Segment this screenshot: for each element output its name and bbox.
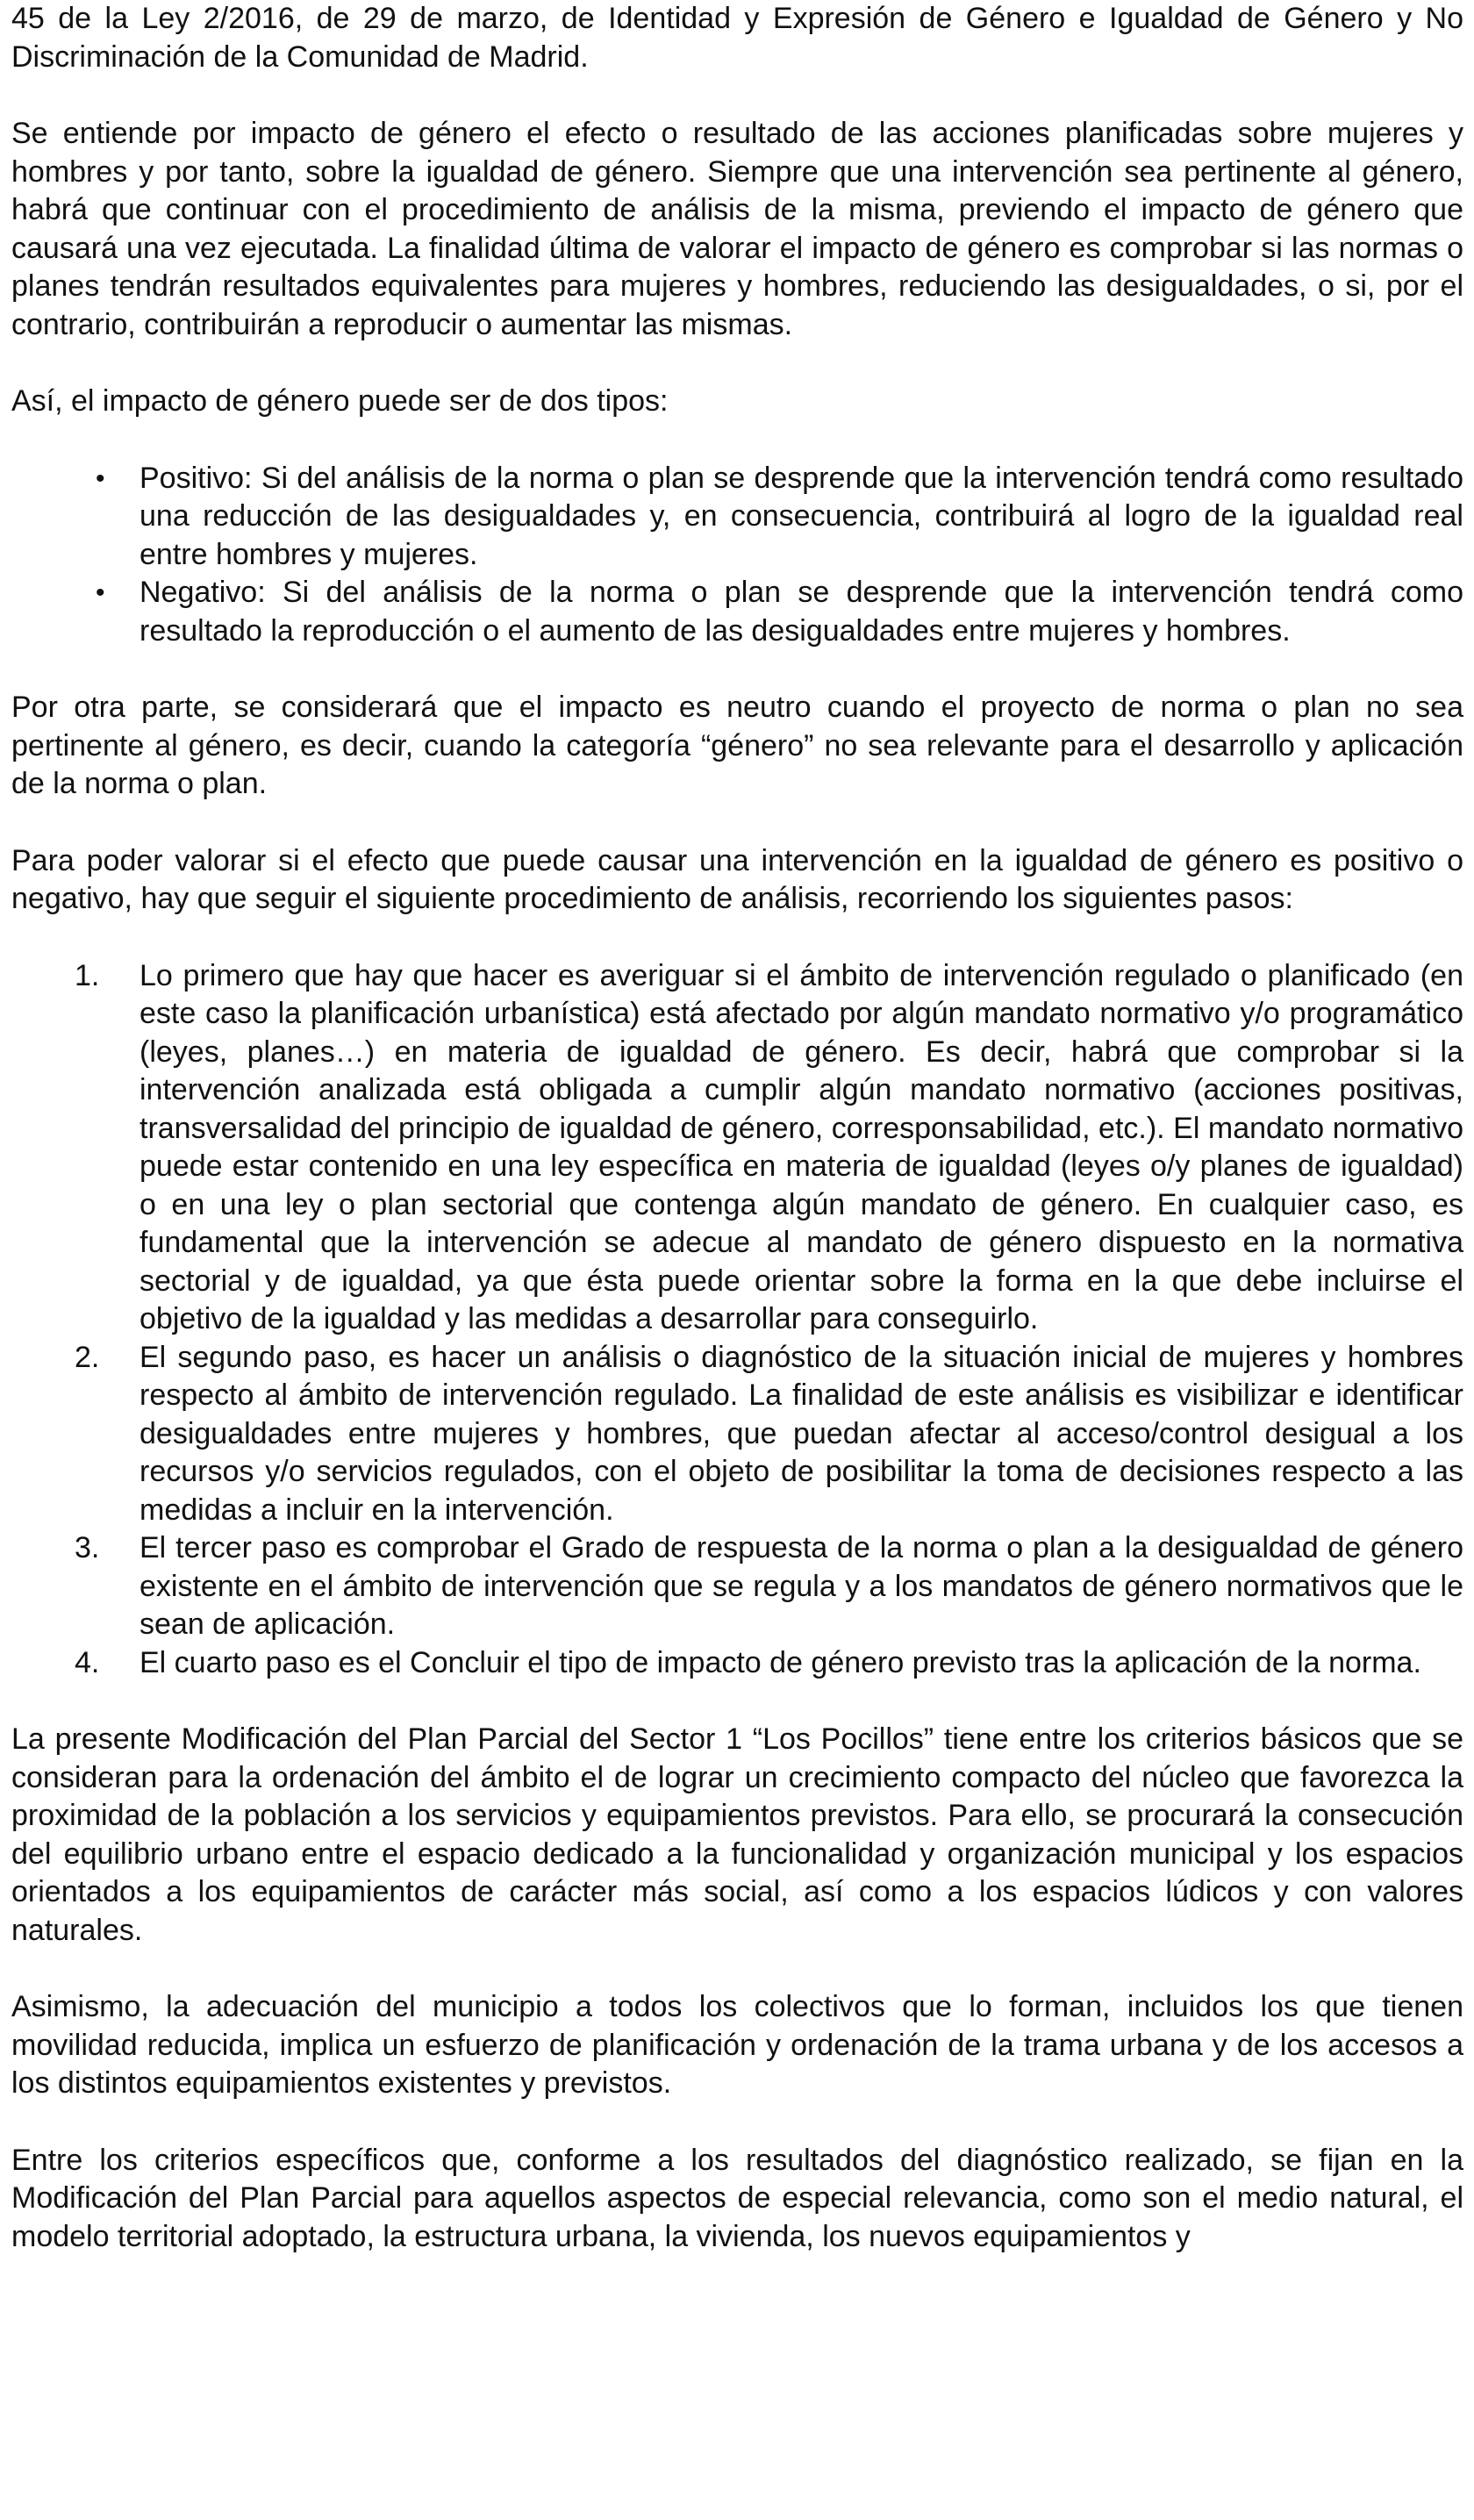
paragraph-plan-criteria: La presente Modificación del Plan Parcial del Sector 1 “Los Pocillos” tiene entre los criterios básicos que se consideran para la ordenación del ámbito el de lograr un crecimiento compacto del núcleo que favorezca la proximidad de la población a los servicios y equipamientos previstos. Para ello, se procurará la consecución del equilibrio urbano entre el espacio dedicado a la funcionalidad y organización municipal y los espacios orientados a los equipamientos de carácter más social, así como a los espacios lúdicos y con valores naturales. (11, 1722, 1463, 1947)
bullet-icon: • (96, 578, 105, 607)
paragraph-intro-continuation: 45 de la Ley 2/2016, de 29 de marzo, de Identidad y Expresión de Género e Igualdad de Género y No Discriminación de la Comunidad de Madrid. (11, 2, 1463, 74)
list-item-text: El cuarto paso es el Concluir el tipo de impacto de género previsto tras la aplicación de la norma. (140, 1645, 1421, 1679)
list-item-step-3 (11, 1529, 1463, 1644)
step-number: 3. (75, 1531, 100, 1564)
list-item-text: El segundo paso, es hacer un análisis o diagnóstico de la situación inicial de mujeres y hombres respecto al ámbito de intervención regulado. La finalidad de este análisis es visibilizar e identificar desigualdades entre mujeres y hombres, que puedan afectar al acceso/control desigual a los recursos y/o servicios regulados, con el objeto de posibilitar la toma de decisiones respecto a las medidas a incluir en la intervención. (140, 1340, 1463, 1527)
paragraph-accessibility: Asimismo, la adecuación del municipio a todos los colectivos que lo forman, incluidos los que tienen movilidad reducida, implica un esfuerzo de planificación y ordenación de la trama urbana y de los accesos a los distintos equipamientos existentes y previstos. (11, 1990, 1463, 2100)
impact-types-list (11, 460, 1463, 651)
list-item-negative (11, 574, 1463, 650)
paragraph-neutral-impact: Por otra parte, se considerará que el impacto es neutro cuando el proyecto de norma o plan no sea pertinente al género, es decir, cuando la categoría “género” no sea relevante para el desarrollo y aplicación de la norma o plan. (11, 691, 1463, 800)
document-page (11, 0, 1463, 2294)
step-number: 4. (75, 1645, 100, 1679)
list-item-step-2 (11, 1339, 1463, 1530)
list-item-text: Negativo: Si del análisis de la norma o plan se desprende que la intervención tendrá como resultado la reproducción o el aumento de las desigualdades entre mujeres y hombres. (140, 576, 1463, 648)
step-number: 2. (75, 1340, 100, 1374)
list-item-text: Positivo: Si del análisis de la norma o plan se desprende que la intervención tendrá como resultado una reducción de las desigualdades y, en consecuencia, contribuirá al logro de la igualdad real entre hombres y mujeres. (140, 461, 1463, 571)
paragraph-impact-types-intro: Así, el impacto de género puede ser de dos tipos: (11, 384, 669, 418)
list-item-text: El tercer paso es comprobar el Grado de respuesta de la norma o plan a la desigualdad de género existente en el ámbito de intervención que se regula y a los mandatos de género normativos que le sean de aplicación. (140, 1531, 1463, 1641)
paragraph-specific-criteria: Entre los criterios específicos que, conforme a los resultados del diagnóstico realizado, se fijan en la Modificación del Plan Parcial para aquellos aspectos de especial relevancia, como son el medio natural, el modelo territorial adoptado, la estructura urbana, la vivienda, los nuevos equipamientos y (11, 2143, 1463, 2253)
bullet-icon: • (96, 463, 105, 493)
analysis-steps-list (11, 957, 1463, 1683)
list-item-step-1 (11, 957, 1463, 1339)
paragraph-steps-intro: Para poder valorar si el efecto que puede causar una intervención en la igualdad de género es positivo o negativo, hay que seguir el siguiente procedimiento de análisis, recorriendo los siguientes pasos: (11, 843, 1463, 915)
paragraph-gender-impact-definition: Se entiende por impacto de género el efecto o resultado de las acciones planificadas sobre mujeres y hombres y por tanto, sobre la igualdad de género. Siempre que una intervención sea pertinente al género, habrá que continuar con el procedimiento de análisis de la misma, previendo el impacto de género que causará una vez ejecutada. La finalidad última de valorar el impacto de género es comprobar si las normas o planes tendrán resultados equivalentes para mujeres y hombres, reduciendo las desigualdades, o si, por el contrario, contribuirán a reproducir o aumentar las mismas. (11, 117, 1463, 341)
list-item-text: Lo primero que hay que hacer es averiguar si el ámbito de intervención regulado o planificado (en este caso la planificación urbanística) está afectado por algún mandato normativo y/o programático (leyes, planes…) en materia de igualdad de género. Es decir, habrá que comprobar si la intervención analizada está obligada a cumplir algún mandato normativo (acciones positivas, transversalidad del principio de igualdad de género, corresponsabilidad, etc.). El mandato normativo puede estar contenido en una ley específica en materia de igualdad (leyes o/y planes de igualdad) o en una ley o plan sectorial que contenga algún mandato de género. En cualquier caso, es fundamental que la intervención se adecue al mandato de género dispuesto en la normativa sectorial y de igualdad, ya que ésta puede orientar sobre la forma en la que debe incluirse el objetivo de la igualdad y las medidas a desarrollar para conseguirlo. (140, 958, 1463, 1335)
step-number: 1. (75, 958, 100, 992)
list-item-positive (11, 460, 1463, 575)
list-item-step-4 (11, 1644, 1463, 1683)
